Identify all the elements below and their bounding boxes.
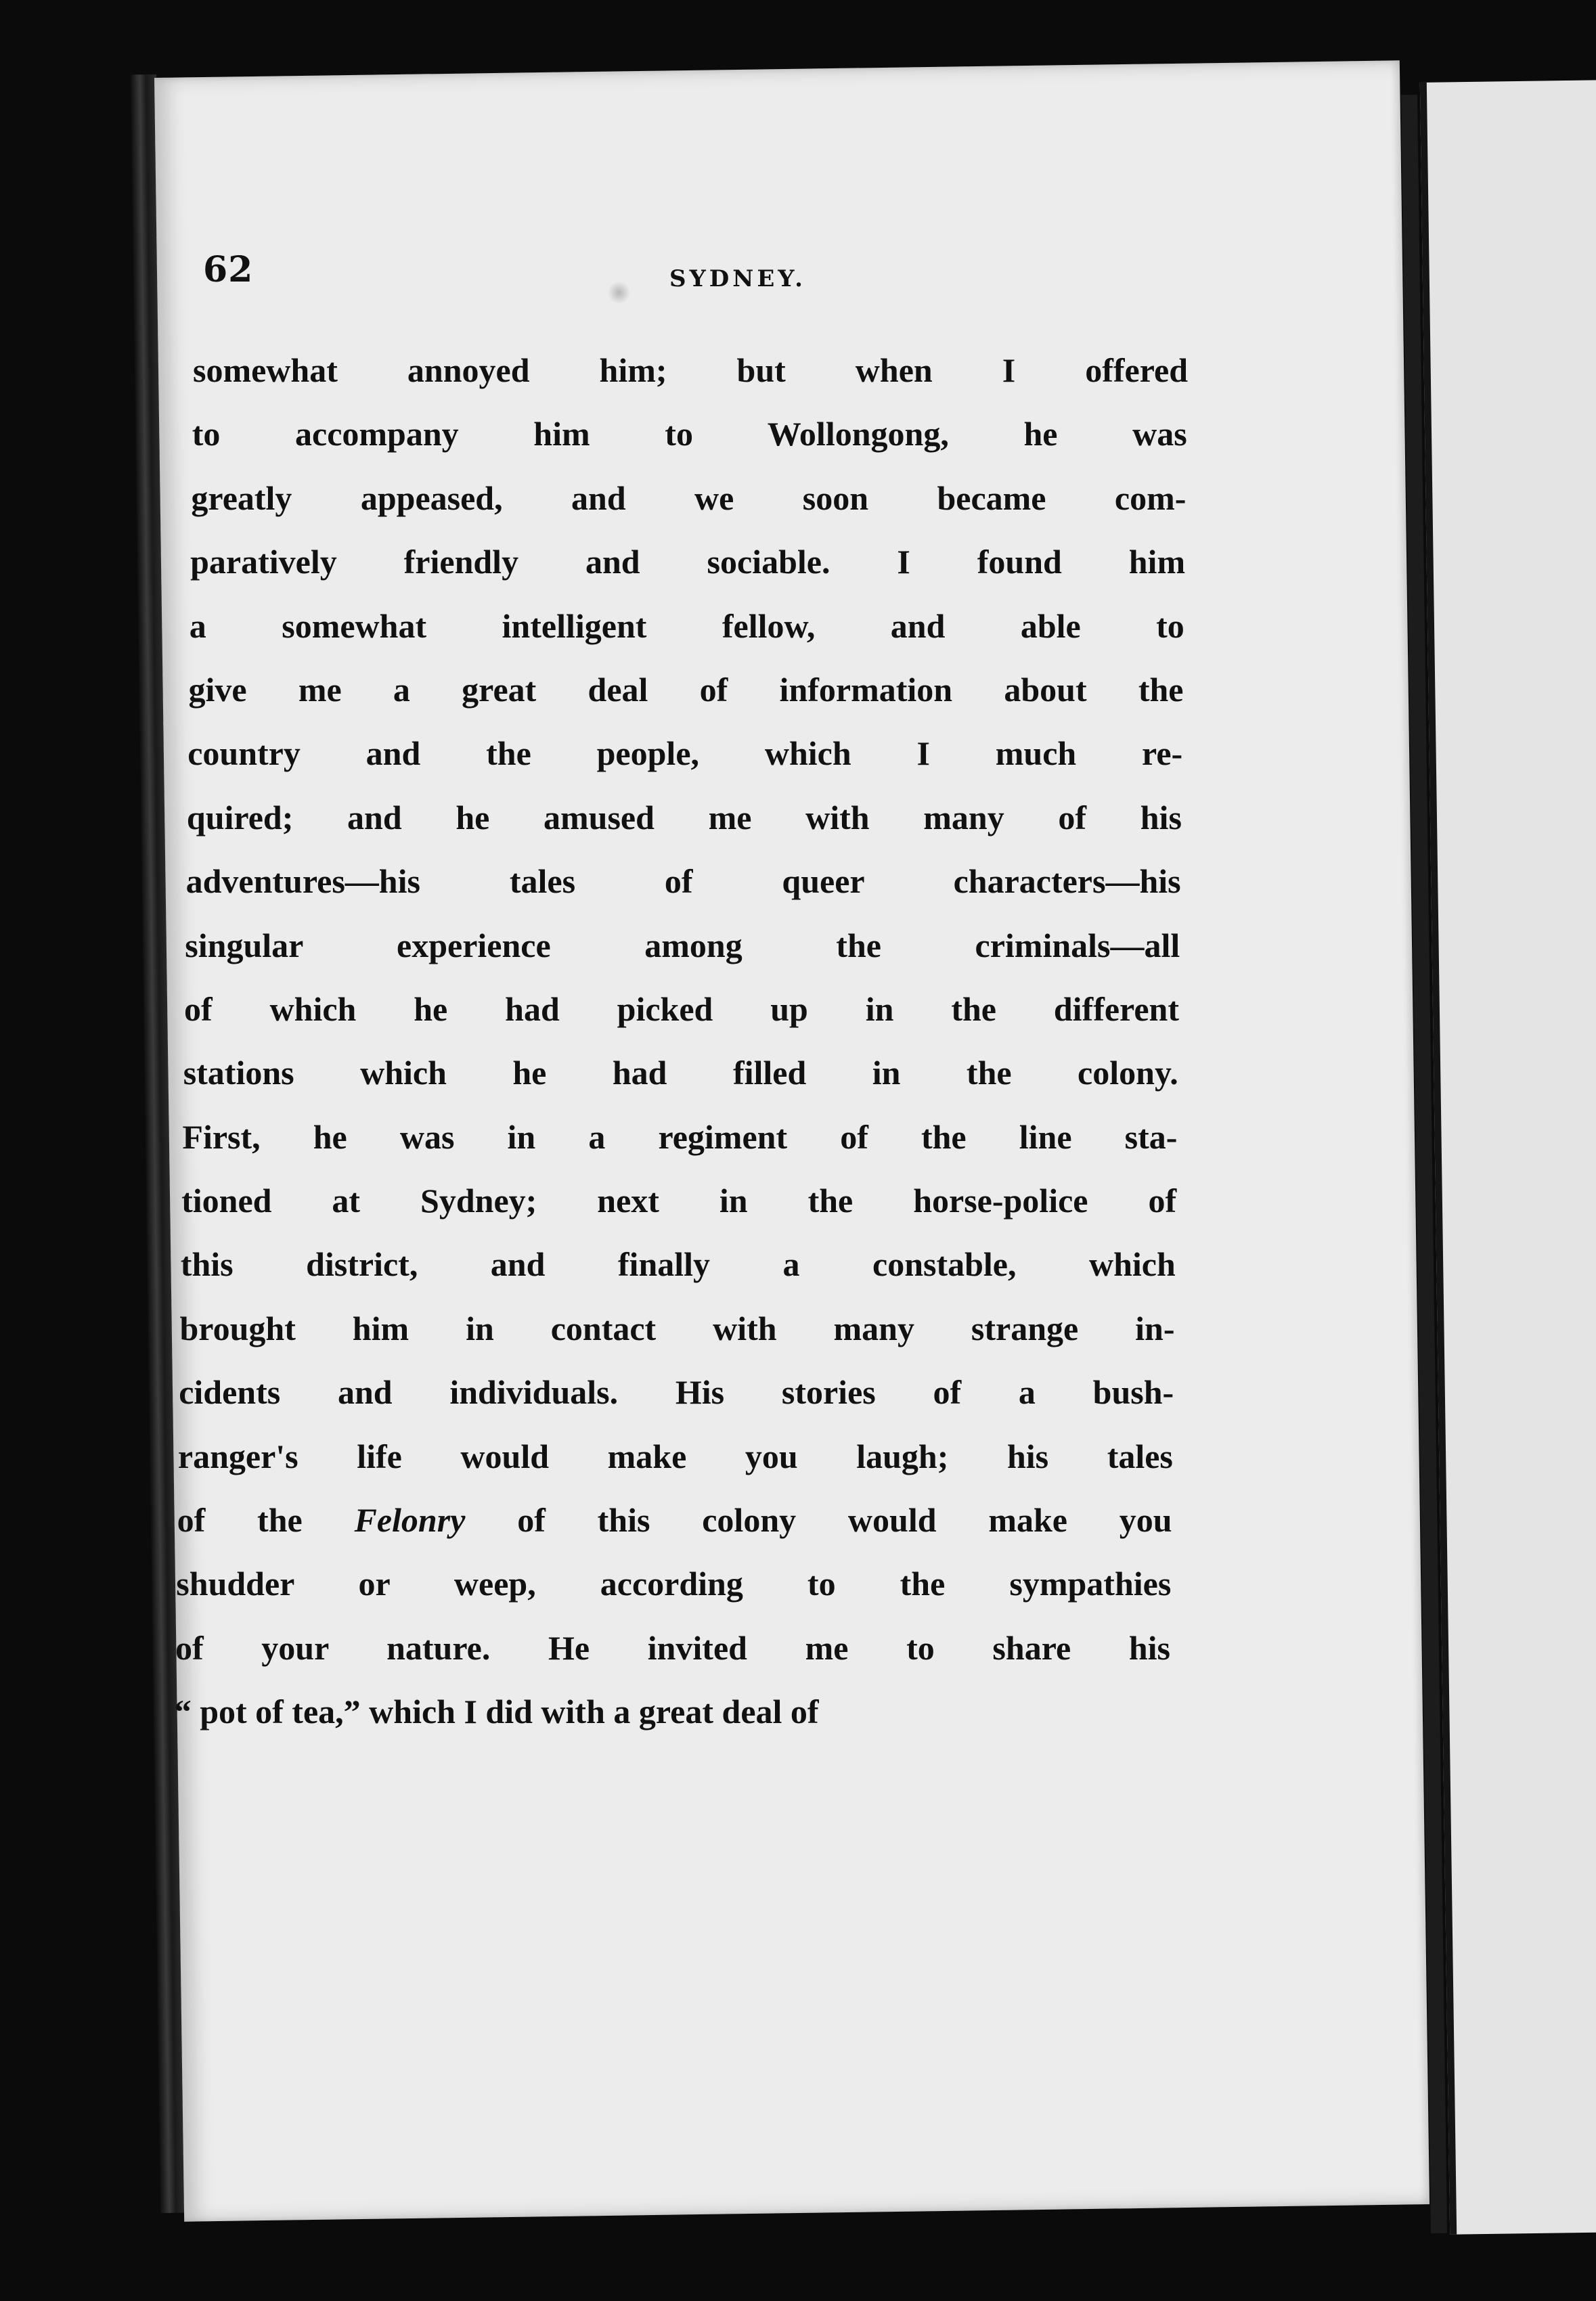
text-line (180, 1297, 1175, 1360)
text-line (178, 1425, 1173, 1488)
text-line-segment: cidents and individuals. His stories of a bush- (179, 1373, 1174, 1412)
text-line-segment: ranger's life would make you laugh; his tales (177, 1437, 1173, 1475)
facing-page-edge (1420, 80, 1596, 2234)
text-line-segment: paratively friendly and sociable. I found him (190, 543, 1186, 581)
text-line-segment: greatly appeased, and we soon became com- (191, 478, 1187, 517)
text-line (185, 914, 1180, 977)
text-line-segment: “ pot of tea,” which I did with a great deal of (174, 1693, 819, 1731)
text-line (191, 466, 1186, 530)
text-line (190, 530, 1185, 594)
text-line-segment: First, he was in a regiment of the line sta- (182, 1117, 1178, 1156)
text-line-segment: tioned at Sydney; next in the horse-police of (181, 1182, 1177, 1220)
text-line (190, 594, 1184, 658)
text-line-segment: give me a great deal of information about the (188, 670, 1184, 709)
text-line (175, 1616, 1170, 1680)
text-line-segment: singular experience among the criminals—all (185, 926, 1180, 964)
text-line-segment: of the (177, 1501, 355, 1540)
text-line-segment: this district, and finally a constable, which (180, 1245, 1176, 1284)
text-line (187, 786, 1182, 849)
text-line-segment: quired; and he amused me with many of his (186, 798, 1182, 836)
text-line (179, 1360, 1174, 1424)
text-line (184, 977, 1179, 1041)
text-line-segment: adventures—his tales of queer characters—his (185, 862, 1181, 901)
text-line-segment: shudder or weep, according to the sympathies (176, 1565, 1172, 1603)
page-number: 62 (203, 249, 254, 290)
text-line (176, 1552, 1171, 1615)
text-line (186, 849, 1181, 913)
text-line-segment: of this colony would make you (465, 1501, 1172, 1540)
body-text (174, 338, 1188, 1744)
text-line-segment: of your nature. He invited me to share his (175, 1628, 1170, 1667)
text-line (181, 1232, 1176, 1296)
text-line-segment: somewhat annoyed him; but when I offered (193, 351, 1188, 389)
running-head: SYDNEY. (669, 265, 807, 292)
text-line (182, 1105, 1177, 1169)
text-line (192, 402, 1187, 466)
text-line (193, 338, 1188, 402)
text-line-segment: stations which he had filled in the colony. (183, 1054, 1178, 1092)
text-line-segment: brought him in contact with many strange in- (179, 1309, 1175, 1347)
text-line (175, 1680, 1170, 1743)
text-line (181, 1169, 1176, 1232)
text-line-segment: country and the people, which I much re- (187, 734, 1183, 773)
text-line (183, 1041, 1178, 1104)
italic-word: Felonry (354, 1501, 466, 1540)
text-line (177, 1488, 1172, 1552)
text-line (189, 658, 1184, 721)
text-line-segment: to accompany him to Wollongong, he was (192, 415, 1187, 453)
text-line-segment: a somewhat intelligent fellow, and able to (189, 606, 1184, 645)
text-line-segment: of which he had picked up in the different (184, 989, 1179, 1028)
text-line (187, 721, 1182, 785)
